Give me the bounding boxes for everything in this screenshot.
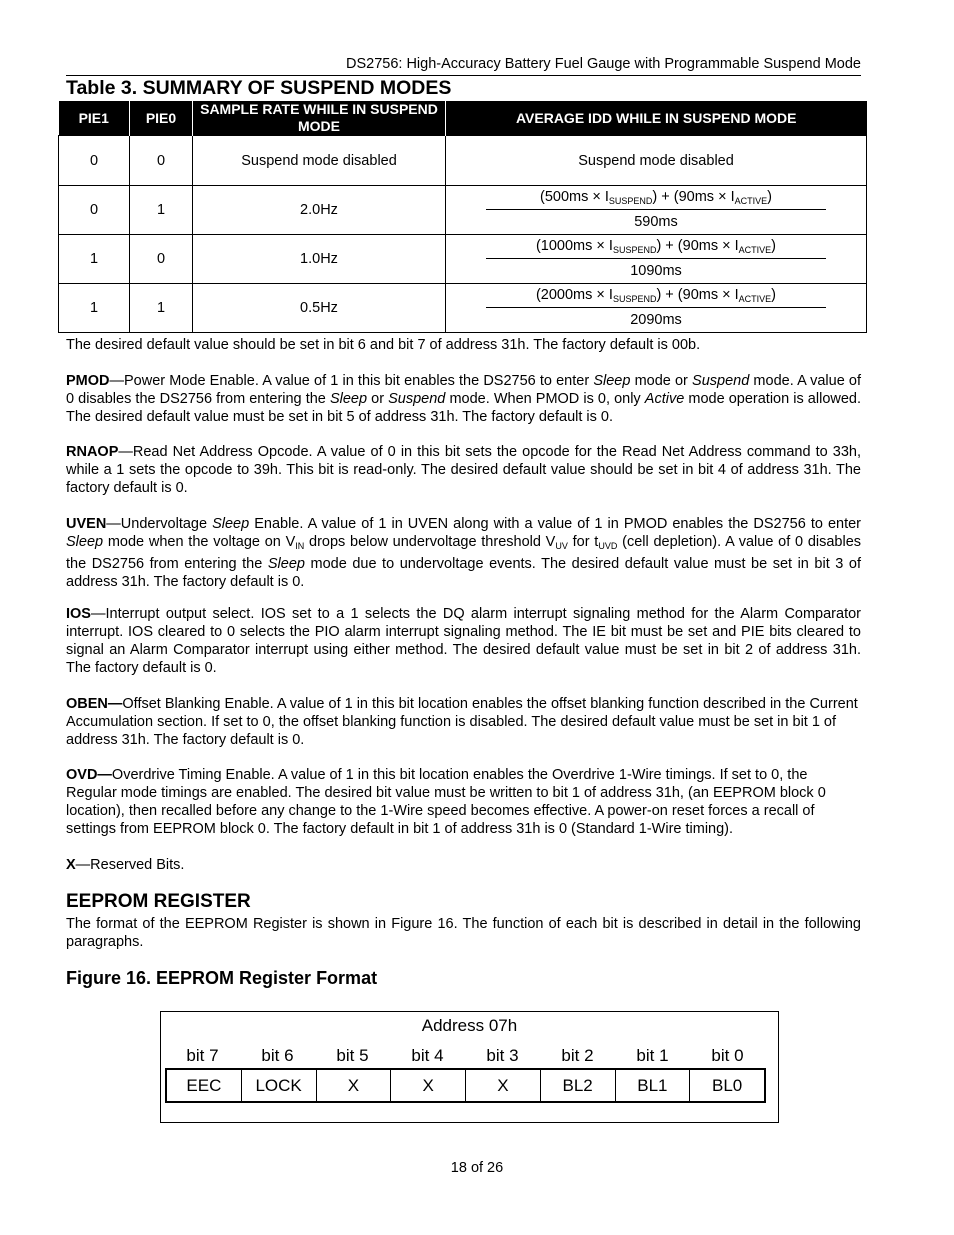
cell-average-idd bbox=[446, 235, 867, 284]
bit-label: bit 2 bbox=[561, 1046, 594, 1065]
col-header-pie1: PIE1 bbox=[59, 101, 130, 136]
table-note: The desired default value should be set in bit 6 and bit 7 of address 31h. The factory default is 00b. bbox=[66, 337, 701, 353]
uven-paragraph: UVEN—Undervoltage Sleep Enable. A value of 1 in UVEN along with a value of 1 in PMOD enables the DS2756 to enter Sleep mode when the voltage on $V_{IN}$ drops below undervoltage threshold $V_{UV}$ for $t_{UVD}$ (cell depletion). A value of 0 disables the DS2756 from entering the Sleep mode due to undervoltage events. The desired default value must be set in bit 3 of address 31h. The factory default is 0. bbox=[66, 516, 862, 590]
bit-label: bit 7 bbox=[186, 1046, 219, 1065]
cell-pie0: 0 bbox=[130, 235, 193, 284]
idd-formula bbox=[486, 236, 826, 283]
formula-numerator: $(1000ms \times I_{SUSPEND}) + (90ms \times I_{ACTIVE})$ bbox=[486, 236, 826, 259]
register-cell: LOCK bbox=[242, 1070, 317, 1101]
bit-label: bit 3 bbox=[486, 1046, 519, 1065]
register-cell: X bbox=[317, 1070, 392, 1101]
cell-pie0: 1 bbox=[130, 186, 193, 235]
oben-paragraph: OBEN—Offset Blanking Enable. A value of 1 in this bit location enables the offset blanking function described in the Current Accumulation section. If set to 0, the offset blanking function is disabled. The desired default value must be set in bit 1 of address 31h. The factory default is 0. bbox=[66, 696, 858, 748]
table-row bbox=[59, 136, 867, 186]
eeprom-register-figure bbox=[160, 1011, 779, 1123]
formula-numerator: $(500ms \times I_{SUSPEND}) + (90ms \times I_{ACTIVE})$ bbox=[486, 187, 826, 210]
register-cell: BL1 bbox=[616, 1070, 691, 1101]
bit-label: bit 5 bbox=[336, 1046, 369, 1065]
col-header-average-idd: AVERAGE IDD WHILE IN SUSPEND MODE bbox=[446, 101, 867, 136]
register-cell: BL0 bbox=[712, 1076, 743, 1095]
cell-average-idd bbox=[446, 186, 867, 235]
document-header: DS2756: High-Accuracy Battery Fuel Gauge with Programmable Suspend Mode bbox=[345, 56, 861, 72]
table-row bbox=[59, 235, 867, 284]
cell-pie1: 0 bbox=[59, 136, 130, 186]
table-row bbox=[59, 186, 867, 235]
rnaop-paragraph: RNAOP—Read Net Address Opcode. A value of 0 in this bit sets the opcode for the Read Net Address command to 33h, while a 1 sets the opcode to 39h. This bit is read-only. The desired default value should be set in bit 4 of address 31h. The factory default is 0. bbox=[66, 444, 861, 496]
table-title: Table 3. SUMMARY OF SUSPEND MODES bbox=[66, 77, 452, 99]
eeprom-intro: The format of the EEPROM Register is shown in Figure 16. The function of each bit is described in detail in the following paragraphs. bbox=[66, 916, 861, 950]
page-number: 18 of 26 bbox=[450, 1160, 504, 1176]
register-address: Address 07h bbox=[421, 1016, 518, 1035]
cell-sample-rate: Suspend mode disabled bbox=[193, 136, 446, 186]
cell-pie0: 1 bbox=[130, 284, 193, 333]
cell-pie1: 0 bbox=[59, 186, 130, 235]
formula-numerator: $(2000ms \times I_{SUSPEND}) + (90ms \times I_{ACTIVE})$ bbox=[486, 285, 826, 308]
cell-pie1: 1 bbox=[59, 284, 130, 333]
idd-formula bbox=[486, 285, 826, 332]
cell-sample-rate: 1.0Hz bbox=[193, 235, 446, 284]
col-header-sample-rate: SAMPLE RATE WHILE IN SUSPEND MODE bbox=[193, 101, 446, 136]
bit-label: bit 4 bbox=[411, 1046, 444, 1065]
register-cell: EEC bbox=[167, 1070, 242, 1101]
register-cells bbox=[165, 1068, 766, 1103]
ios-paragraph: IOS—Interrupt output select. IOS set to a 1 selects the DQ alarm interrupt signaling method for the Alarm Comparator interrupt. IOS cleared to 0 selects the PIO alarm interrupt signaling method. The IE bit must be set and PIE bits cleared to signal an Alarm Comparator interrupt using either method. The desired default value must be set in bit 2 of address 31h. The factory default is 0. bbox=[66, 606, 861, 676]
formula-denominator: 2090ms bbox=[630, 311, 682, 328]
cell-pie0: 0 bbox=[130, 136, 193, 186]
pmod-paragraph: PMOD—Power Mode Enable. A value of 1 in this bit enables the DS2756 to enter Sleep mode or Suspend mode. A value of 0 disables the DS2756 from entering the Sleep or Suspend mode. When PMOD is 0, only Active mode operation is allowed. The desired default value must be set in bit 5 of address 31h. The factory default is 0. bbox=[66, 373, 862, 425]
cell-sample-rate: 0.5Hz bbox=[193, 284, 446, 333]
cell-sample-rate: 2.0Hz bbox=[193, 186, 446, 235]
header-rule bbox=[66, 75, 861, 76]
register-cell: BL2 bbox=[541, 1070, 616, 1101]
register-cell: X bbox=[391, 1070, 466, 1101]
x-paragraph: X—Reserved Bits. bbox=[66, 857, 185, 873]
bit-label: bit 0 bbox=[711, 1046, 744, 1065]
table-header-row bbox=[59, 101, 867, 136]
suspend-modes-table bbox=[58, 101, 867, 333]
formula-denominator: 1090ms bbox=[630, 262, 682, 279]
formula-denominator: 590ms bbox=[634, 213, 678, 230]
figure-title: Figure 16. EEPROM Register Format bbox=[66, 968, 378, 988]
bit-label: bit 1 bbox=[636, 1046, 669, 1065]
bit-labels bbox=[165, 1046, 765, 1066]
eeprom-heading: EEPROM REGISTER bbox=[66, 891, 251, 912]
cell-average-idd: Suspend mode disabled bbox=[446, 136, 867, 186]
cell-average-idd bbox=[446, 284, 867, 333]
idd-formula bbox=[486, 187, 826, 234]
bit-label: bit 6 bbox=[261, 1046, 294, 1065]
table-row bbox=[59, 284, 867, 333]
col-header-pie0: PIE0 bbox=[130, 101, 193, 136]
cell-pie1: 1 bbox=[59, 235, 130, 284]
register-cell: X bbox=[466, 1070, 541, 1101]
ovd-paragraph: OVD—Overdrive Timing Enable. A value of 1 in this bit location enables the Overdrive 1-Wire timings. If set to 0, the Regular mode timings are enabled. The desired bit value must be written to bit 1 of address 31h, (an EEPROM block 0 location), then recalled before any change to the 1-Wire speed becomes effective. A power-on reset forces a recall of settings from EEPROM block 0. The factory default in bit 1 of address 31h is 0 (Standard 1-Wire timing). bbox=[66, 767, 826, 837]
